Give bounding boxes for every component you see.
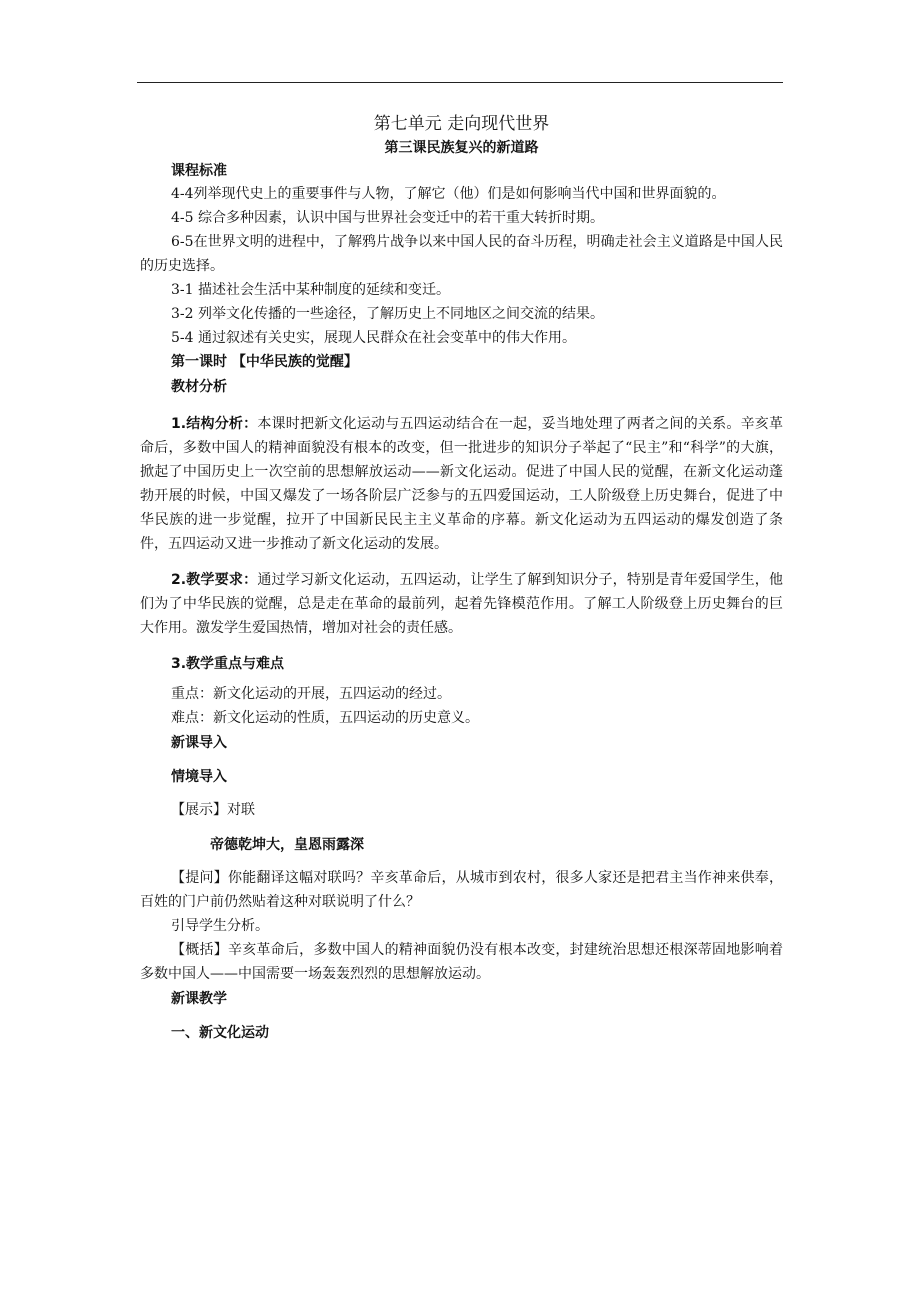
analysis-heading: 教材分析 [171, 379, 227, 395]
requirement-text: 通过学习新文化运动，五四运动，让学生了解到知识分子，特别是青年爱国学生，他们为了中华民族的觉醒，总是走在革命的最前列，起着先锋模范作用。了解工人阶级登上历史舞台的巨大作用。激发学生爱国热情，增加对社会的责任感。 [140, 572, 784, 636]
guide-text: 引导学生分析。 [171, 918, 269, 934]
keypoints-heading: 3.教学重点与难点 [171, 656, 285, 672]
period-heading: 第一课时 【中华民族的觉醒】 [171, 354, 358, 370]
couplet-text: 帝德乾坤大，皇恩雨露深 [210, 837, 364, 853]
standard-item: 6-5在世界文明的进程中，了解鸦片战争以来中国人民的奋斗历程，明确走社会主义道路是中国人民的历史选择。 [140, 234, 783, 274]
structure-paragraph [140, 412, 783, 556]
difficulty-text: 难点：新文化运动的性质，五四运动的历史意义。 [171, 710, 479, 726]
lesson-title: 第三课民族复兴的新道路 [384, 140, 539, 156]
requirement-label: 2.教学要求： [171, 572, 258, 588]
standard-item: 4-5 综合多种因素，认识中国与世界社会变迁中的若干重大转折时期。 [171, 210, 604, 226]
document-body [140, 112, 783, 1046]
standard-item: 5-4 通过叙述有关史实，展现人民群众在社会变革中的伟大作用。 [171, 330, 576, 346]
show-text: 【展示】对联 [171, 802, 255, 818]
summary-text: 【概括】辛亥革命后，多数中国人的精神面貌仍没有根本改变，封建统治思想还根深蒂固地影响着多数中国人——中国需要一场轰轰烈烈的思想解放运动。 [140, 942, 783, 982]
scenario-heading: 情境导入 [171, 769, 227, 785]
structure-label: 1.结构分析： [171, 416, 258, 432]
question-text: 【提问】你能翻译这幅对联吗？辛亥革命后，从城市到农村，很多人家还是把君主当作神来供奉，百姓的门户前仍然贴着这种对联说明了什么？ [140, 870, 783, 910]
structure-text: 本课时把新文化运动与五四运动结合在一起，妥当地处理了两者之间的关系。辛亥革命后，多数中国人的精神面貌没有根本的改变，但一批进步的知识分子举起了“民主”和“科学”的大旗，掀起了中国历史上一次空前的思想解放运动——新文化运动。促进了中国人民的觉醒，在新文化运动蓬勃开展的时候，中国又爆发了一场各阶层广泛参与的五四爱国运动，工人阶级登上历史舞台，促进了中华民族的进一步觉醒，拉开了中国新民民主主义革命的序幕。新文化运动为五四运动的爆发创造了条件，五四运动又进一步推动了新文化运动的发展。 [140, 416, 784, 552]
unit-title: 第七单元 走向现代世界 [373, 114, 550, 134]
section1-heading: 一、新文化运动 [171, 1025, 269, 1041]
intro-heading: 新课导入 [171, 735, 227, 751]
standard-item: 4-4列举现代史上的重要事件与人物，了解它（他）们是如何影响当代中国和世界面貌的。 [171, 186, 726, 202]
requirement-paragraph [140, 568, 783, 640]
header-rule [137, 82, 783, 83]
teaching-heading: 新课教学 [171, 991, 227, 1007]
standards-heading: 课程标准 [171, 163, 227, 179]
keypoint-text: 重点：新文化运动的开展，五四运动的经过。 [171, 686, 451, 702]
standard-item: 3-2 列举文化传播的一些途径，了解历史上不同地区之间交流的结果。 [171, 306, 604, 322]
standard-item: 3-1 描述社会生活中某种制度的延续和变迁。 [171, 282, 450, 298]
